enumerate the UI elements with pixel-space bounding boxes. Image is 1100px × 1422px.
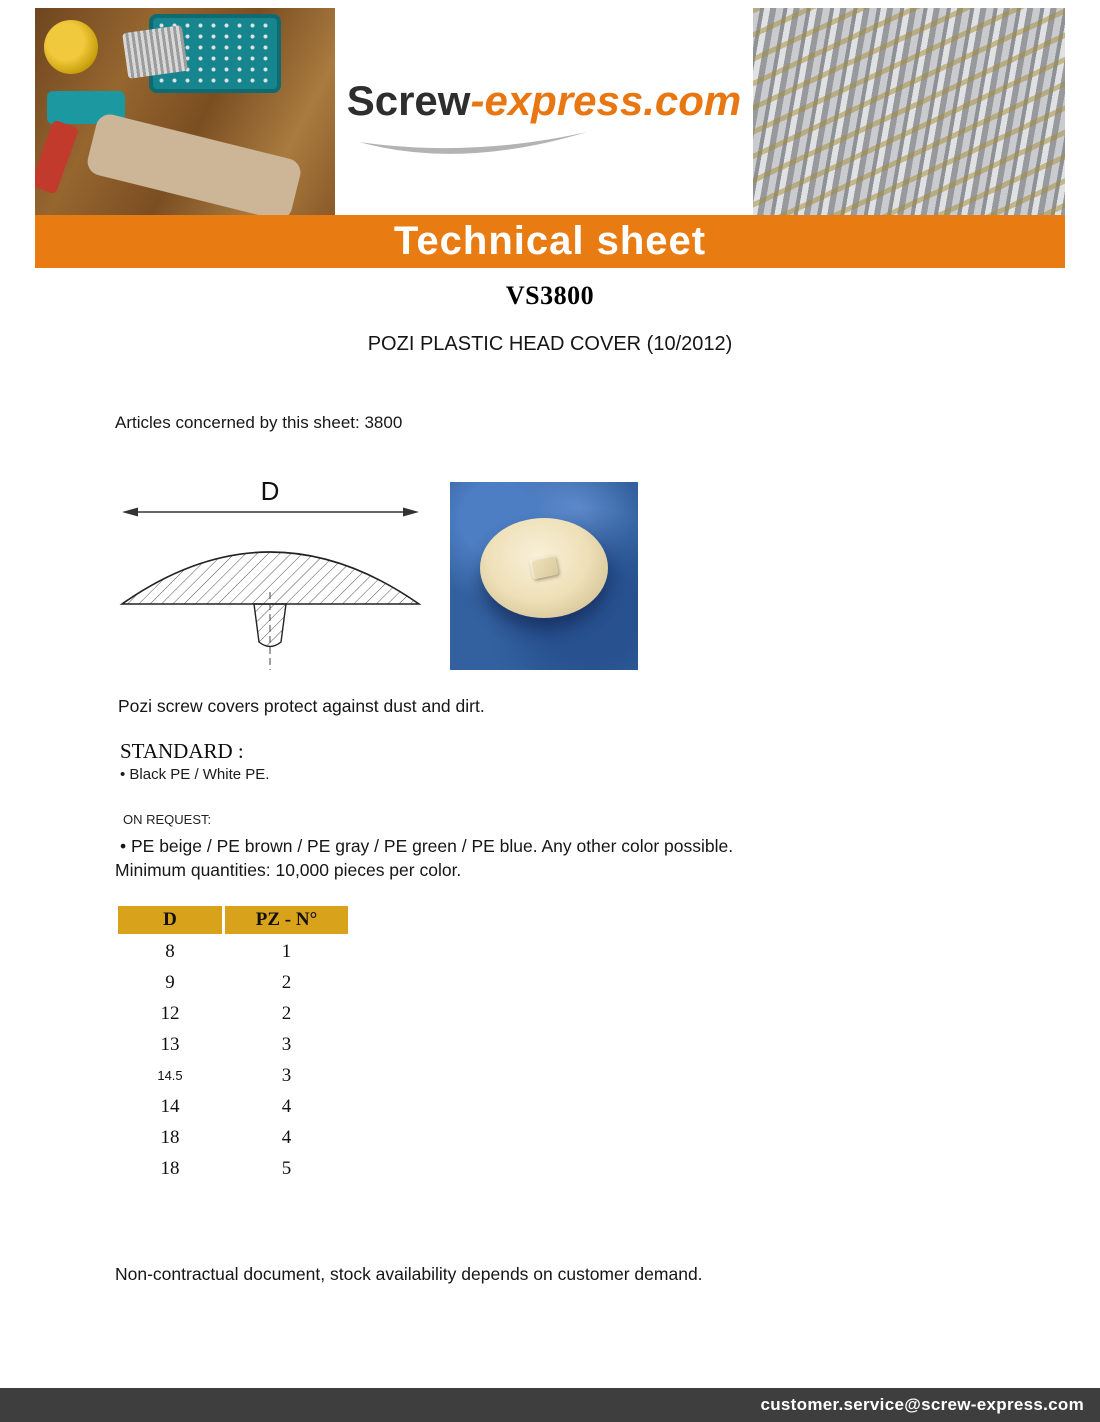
on-request-heading: ON REQUEST:	[123, 812, 212, 827]
cell-pz: 1	[225, 936, 348, 967]
standard-item: • Black PE / White PE.	[120, 766, 270, 783]
footnote-line: Non-contractual document, stock availability depends on customer demand.	[115, 1264, 703, 1284]
table-header-pz: PZ - N°	[225, 906, 348, 934]
articles-line: Articles concerned by this sheet: 3800	[115, 413, 403, 432]
table-row	[118, 998, 348, 1029]
tape-measure-decor	[44, 20, 98, 74]
min-quantities-line: Minimum quantities: 10,000 pieces per color.	[115, 860, 462, 880]
cell-pz: 2	[225, 967, 348, 998]
cell-d: 13	[118, 1029, 222, 1060]
spec-table	[118, 906, 348, 1184]
table-row	[118, 1122, 348, 1153]
banner-title: Technical sheet	[393, 219, 707, 263]
document-code: VS3800	[505, 281, 595, 310]
brand-logo	[347, 78, 742, 124]
brand-logo-text	[347, 78, 742, 124]
table-row	[118, 1091, 348, 1122]
page-header	[35, 8, 1065, 215]
table-row	[118, 936, 348, 967]
cap-pozi-stub	[529, 555, 559, 580]
plastic-cap	[480, 518, 608, 618]
cell-pz: 2	[225, 998, 348, 1029]
brand-logo-part1: Screw	[346, 77, 471, 125]
cap-product-photo	[450, 482, 638, 670]
cell-pz: 5	[225, 1153, 348, 1184]
table-row	[118, 1153, 348, 1184]
cell-pz: 3	[225, 1029, 348, 1060]
brand-logo-part2: -express.com	[470, 77, 742, 125]
title-banner	[35, 215, 1065, 268]
screws-pile-photo	[753, 8, 1065, 215]
page-footer	[0, 1388, 1100, 1422]
cell-d: 18	[118, 1153, 222, 1184]
table-row	[118, 967, 348, 998]
cell-d: 9	[118, 967, 222, 998]
dimension-arrow-left	[122, 508, 138, 517]
dimension-label: D	[260, 476, 280, 506]
table-header-row	[118, 906, 348, 934]
cell-d: 8	[118, 936, 222, 967]
table-header-d: D	[118, 906, 222, 934]
workbench-photo	[35, 8, 335, 215]
cell-d: 12	[118, 998, 222, 1029]
cell-d: 18	[118, 1122, 222, 1153]
page-title: POZI PLASTIC HEAD COVER (10/2012)	[367, 333, 733, 355]
cell-pz: 4	[225, 1122, 348, 1153]
cell-d: 14	[118, 1091, 222, 1122]
pozi-cover-diagram	[108, 476, 433, 674]
dimension-arrow-right	[403, 508, 419, 517]
description-line: Pozi screw covers protect against dust and dirt.	[118, 696, 485, 716]
cell-d: 14.5	[118, 1060, 222, 1091]
logo-area	[335, 8, 753, 215]
customer-service-email[interactable]: customer.service@screw-express.com	[760, 1395, 1084, 1414]
screws-box-decor	[122, 25, 188, 78]
standard-heading: STANDARD :	[120, 739, 244, 763]
arm-decor	[85, 112, 304, 215]
screwdriver-decor	[35, 119, 79, 194]
table-row	[118, 1029, 348, 1060]
logo-swoosh-icon	[351, 128, 601, 164]
table-row	[118, 1060, 348, 1091]
cell-pz: 3	[225, 1060, 348, 1091]
on-request-item: • PE beige / PE brown / PE gray / PE green / PE blue. Any other color possible.	[120, 836, 734, 856]
cell-pz: 4	[225, 1091, 348, 1122]
